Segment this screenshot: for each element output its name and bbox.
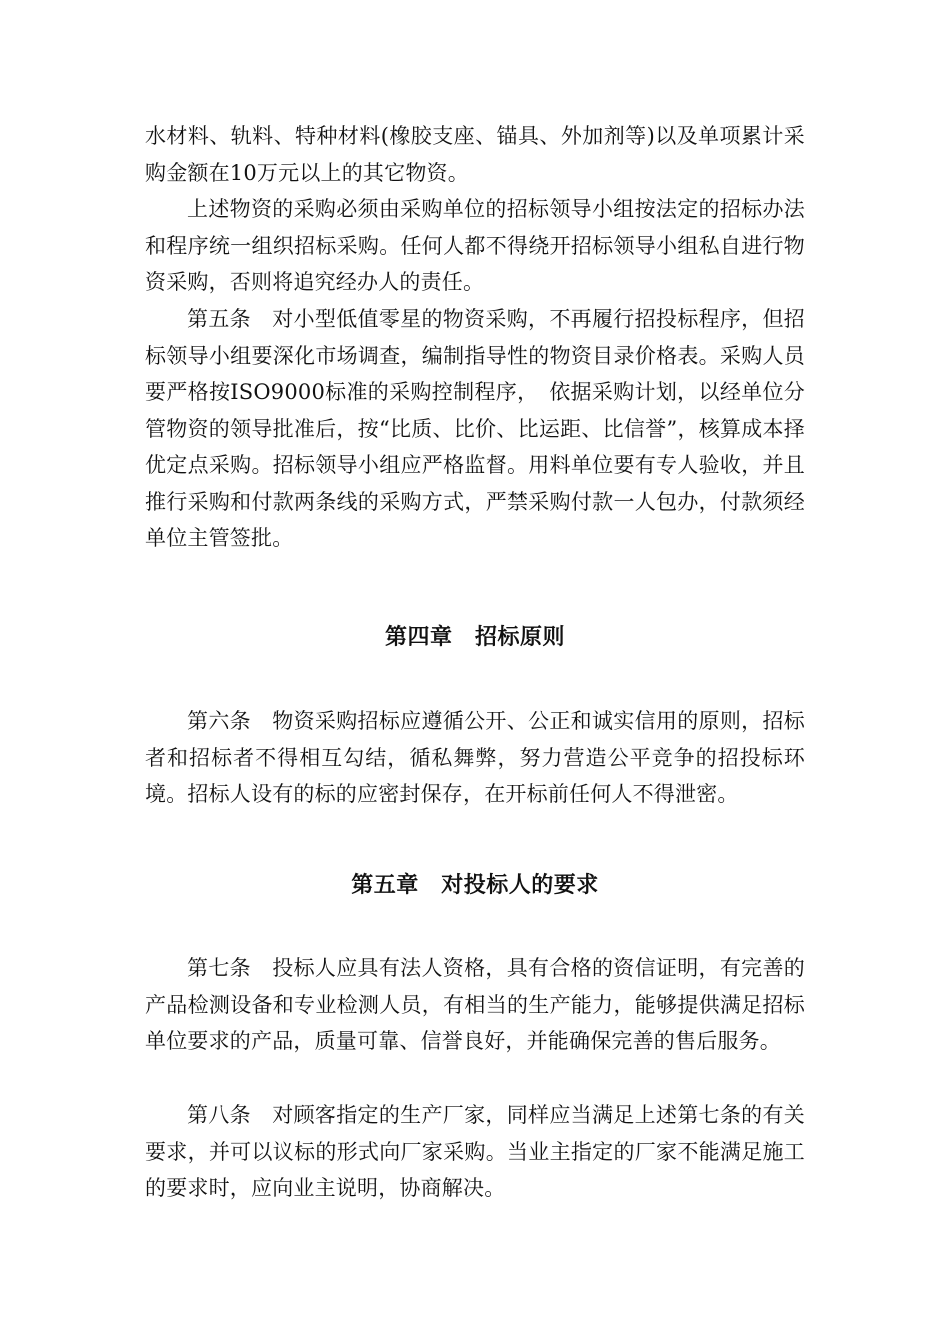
paragraph-article-8: 第八条 对顾客指定的生产厂家，同样应当满足上述第七条的有关要求，并可以议标的形式向厂家采购。当业主指定的厂家不能满足施工的要求时，应向业主说明，协商解决。 xyxy=(145,1103,805,1200)
chapter-4-heading: 第四章 招标原则 xyxy=(384,625,565,650)
paragraph-article-7: 第七条 投标人应具有法人资格，具有合格的资信证明，有完善的产品检测设备和专业检测人员，有相当的生产能力，能够提供满足招标单位要求的产品，质量可靠、信誉良好，并能确保完善的售后服务。 xyxy=(145,956,805,1053)
paragraph-materials-continued: 水材料、轨料、特种材料(橡胶支座、锚具、外加剂等)以及单项累计采购金额在10万元以上的其它物资。 xyxy=(145,124,805,185)
chapter-5-heading: 第五章 对投标人的要求 xyxy=(351,873,599,898)
paragraph-article-6: 第六条 物资采购招标应遵循公开、公正和诚实信用的原则，招标者和招标者不得相互勾结，循私舞弊，努力营造公平竞争的招投标环境。招标人设有的标的应密封保存，在开标前任何人不得泄密。 xyxy=(145,709,805,806)
paragraph-procurement-rule: 上述物资的采购必须由采购单位的招标领导小组按法定的招标办法和程序统一组织招标采购。任何人都不得绕开招标领导小组私自进行物资采购，否则将追究经办人的责任。 xyxy=(145,197,805,294)
paragraph-article-5: 第五条 对小型低值零星的物资采购，不再履行招投标程序，但招标领导小组要深化市场调查，编制指导性的物资目录价格表。采购人员要严格按ISO9000标准的采购控制程序， 依据采购计划，以经单位分管物资的领导批准后，按“比质、比价、比运距、比信誉”，核算成本择优定点采购。招标领导小组应严格监督。用料单位要有专人验收，并且推行采购和付款两条线的采购方式，严禁采购付款一人包办，付款须经单位主管签批。 xyxy=(145,307,805,550)
